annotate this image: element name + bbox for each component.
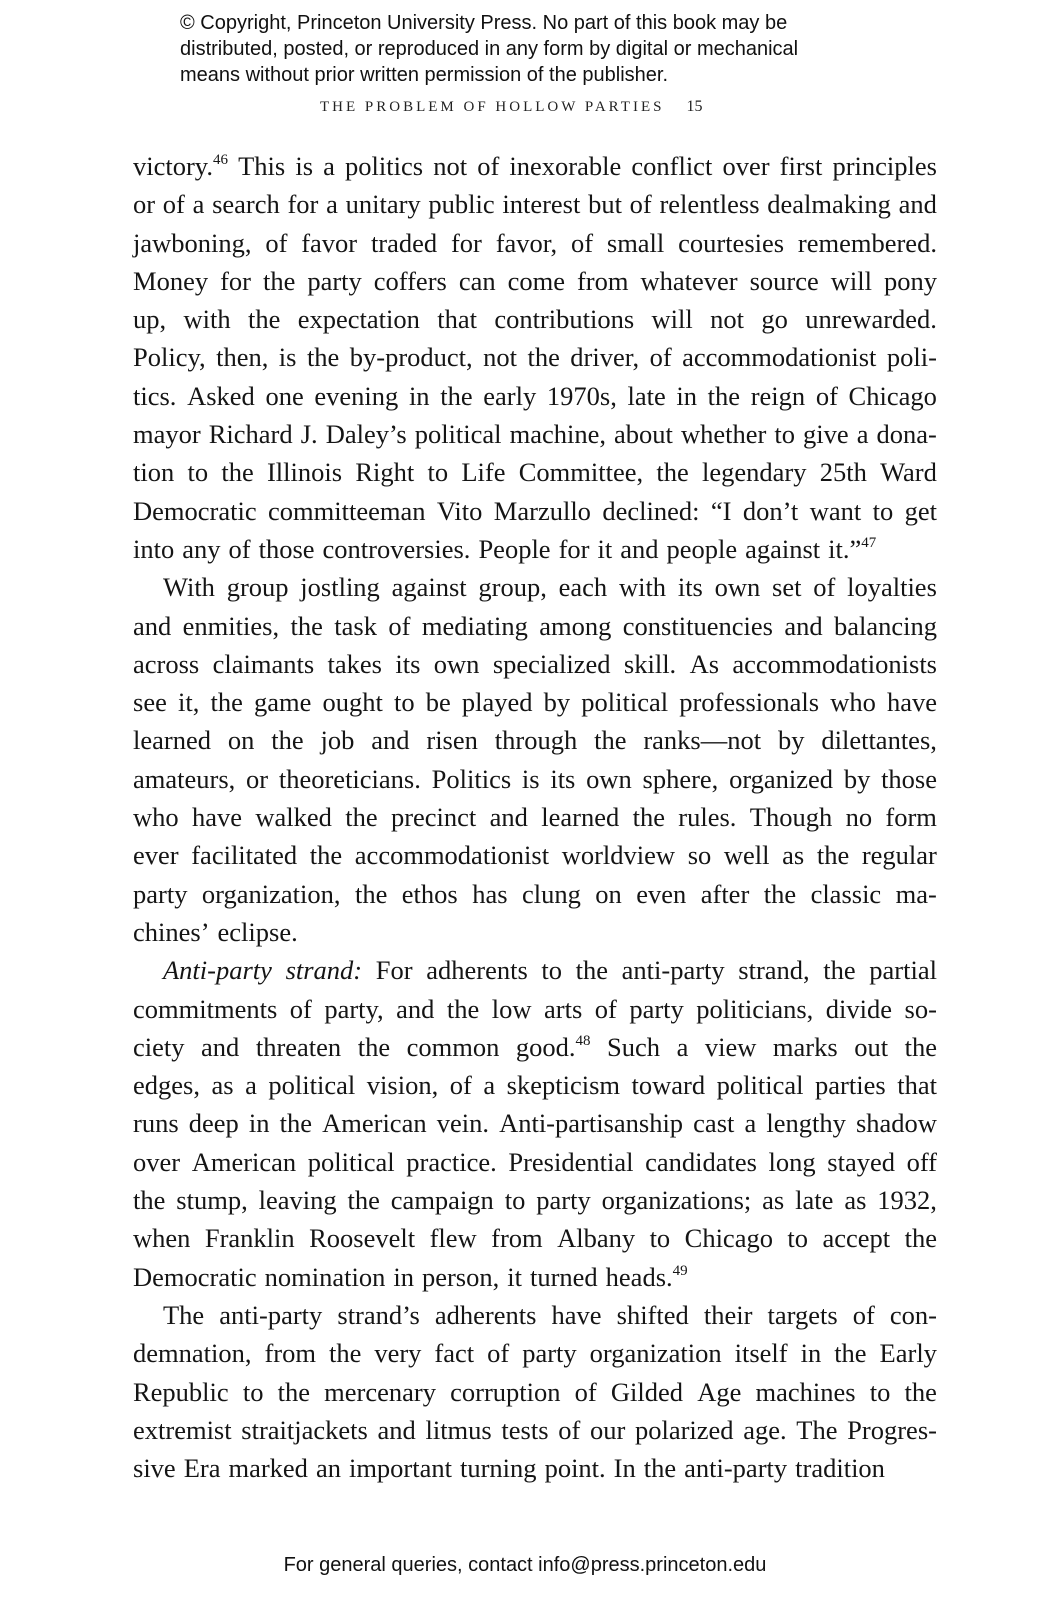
text-line: chines’ eclipse. (133, 916, 298, 947)
text-line: or of a search for a unitary public interest but of relentless dealmaking and (133, 189, 937, 220)
text-line: demnation, from the very fact of party organization itself in the Early (133, 1338, 937, 1369)
text-line: victory.$^{46}$ This is a politics not of inexorable conflict over first principles (133, 151, 937, 181)
text-line: ever facilitated the accommodationist worldview so well as the regular (133, 840, 937, 871)
text-line: ciety and threaten the common good.$^{48}$ Such a view marks out the (133, 1031, 937, 1062)
footnote-marker: 49 (672, 1262, 688, 1279)
text-line: Policy, then, is the by-product, not the driver, of accommodationist poli- (133, 342, 937, 373)
text-line: and enmities, the task of mediating among constituencies and balancing (133, 610, 937, 641)
text-line: up, with the expectation that contributions will not go unrewarded. (133, 304, 937, 335)
text-line: learned on the job and risen through the ranks—not by dilettantes, (133, 725, 937, 756)
footnote-marker: 46 (212, 152, 228, 168)
text-line: who have walked the precinct and learned the rules. Though no form (133, 802, 937, 833)
text-line: Democratic nomination in person, it turned heads.$^{49}$ (133, 1261, 688, 1292)
page-number: 15 (686, 98, 703, 115)
text-line: sive Era marked an important turning point. In the anti-party tradition (133, 1453, 885, 1484)
text-line: across claimants takes its own specialized skill. As accommodationists (133, 648, 937, 679)
footnote-marker: 47 (861, 534, 877, 551)
text-line: tion to the Illinois Right to Life Committee, the legendary 25th Ward (133, 457, 937, 488)
text-line: runs deep in the American vein. Anti-partisanship cast a lengthy shadow (133, 1108, 937, 1139)
copyright-line: distributed, posted, or reproduced in any form by digital or mechanical (180, 38, 799, 60)
text-line: With group jostling against group, each with its own set of loyalties (163, 572, 937, 603)
running-head-title: THE PROBLEM OF HOLLOW PARTIES (320, 99, 665, 115)
text-line: jawboning, of favor traded for favor, of small courtesies remembered. (133, 227, 937, 258)
text-line: Money for the party coffers can come from whatever source will pony (133, 265, 937, 296)
text-line: Democratic committeeman Vito Marzullo declined: “I don’t want to get (133, 495, 937, 526)
text-line: see it, the game ought to be played by political professionals who have (133, 687, 937, 718)
text-line: Republic to the mercenary corruption of Gilded Age machines to the (133, 1376, 937, 1407)
text-line: edges, as a political vision, of a skepticism toward political parties that (133, 1070, 937, 1101)
text-line: the stump, leaving the campaign to party organizations; as late as 1932, (133, 1185, 937, 1216)
text-line: into any of those controversies. People for it and people against it.”$^{47}$ (133, 533, 877, 564)
running-head (320, 98, 760, 116)
text-line: mayor Richard J. Daley’s political machine, about whether to give a dona- (133, 419, 937, 450)
footnote-marker: 48 (575, 1032, 591, 1049)
copyright-notice (180, 10, 900, 88)
text-line: extremist straitjackets and litmus tests of our polarized age. The Progres- (133, 1414, 937, 1445)
text-line: party organization, the ethos has clung on even after the classic ma- (133, 878, 937, 909)
copyright-line: © Copyright, Princeton University Press. No part of this book may be (180, 12, 788, 34)
body-text (133, 147, 937, 1487)
text-line: commitments of party, and the low arts of party politicians, divide so- (133, 993, 937, 1024)
copyright-line: means without prior written permission of the publisher. (180, 64, 669, 86)
text-line: tics. Asked one evening in the early 1970s, late in the reign of Chicago (133, 380, 937, 411)
text-line: over American political practice. Presidential candidates long stayed off (133, 1146, 937, 1177)
text-line: The anti-party strand’s adherents have shifted their targets of con- (163, 1299, 937, 1330)
text-line: Anti-party strand: For adherents to the anti-party strand, the partial (163, 955, 937, 986)
footer-contact: For general queries, contact info@press.princeton.edu (283, 1554, 767, 1576)
text-line: amateurs, or theoreticians. Politics is its own sphere, organized by those (133, 763, 937, 794)
text-line: when Franklin Roosevelt flew from Albany to Chicago to accept the (133, 1223, 937, 1254)
